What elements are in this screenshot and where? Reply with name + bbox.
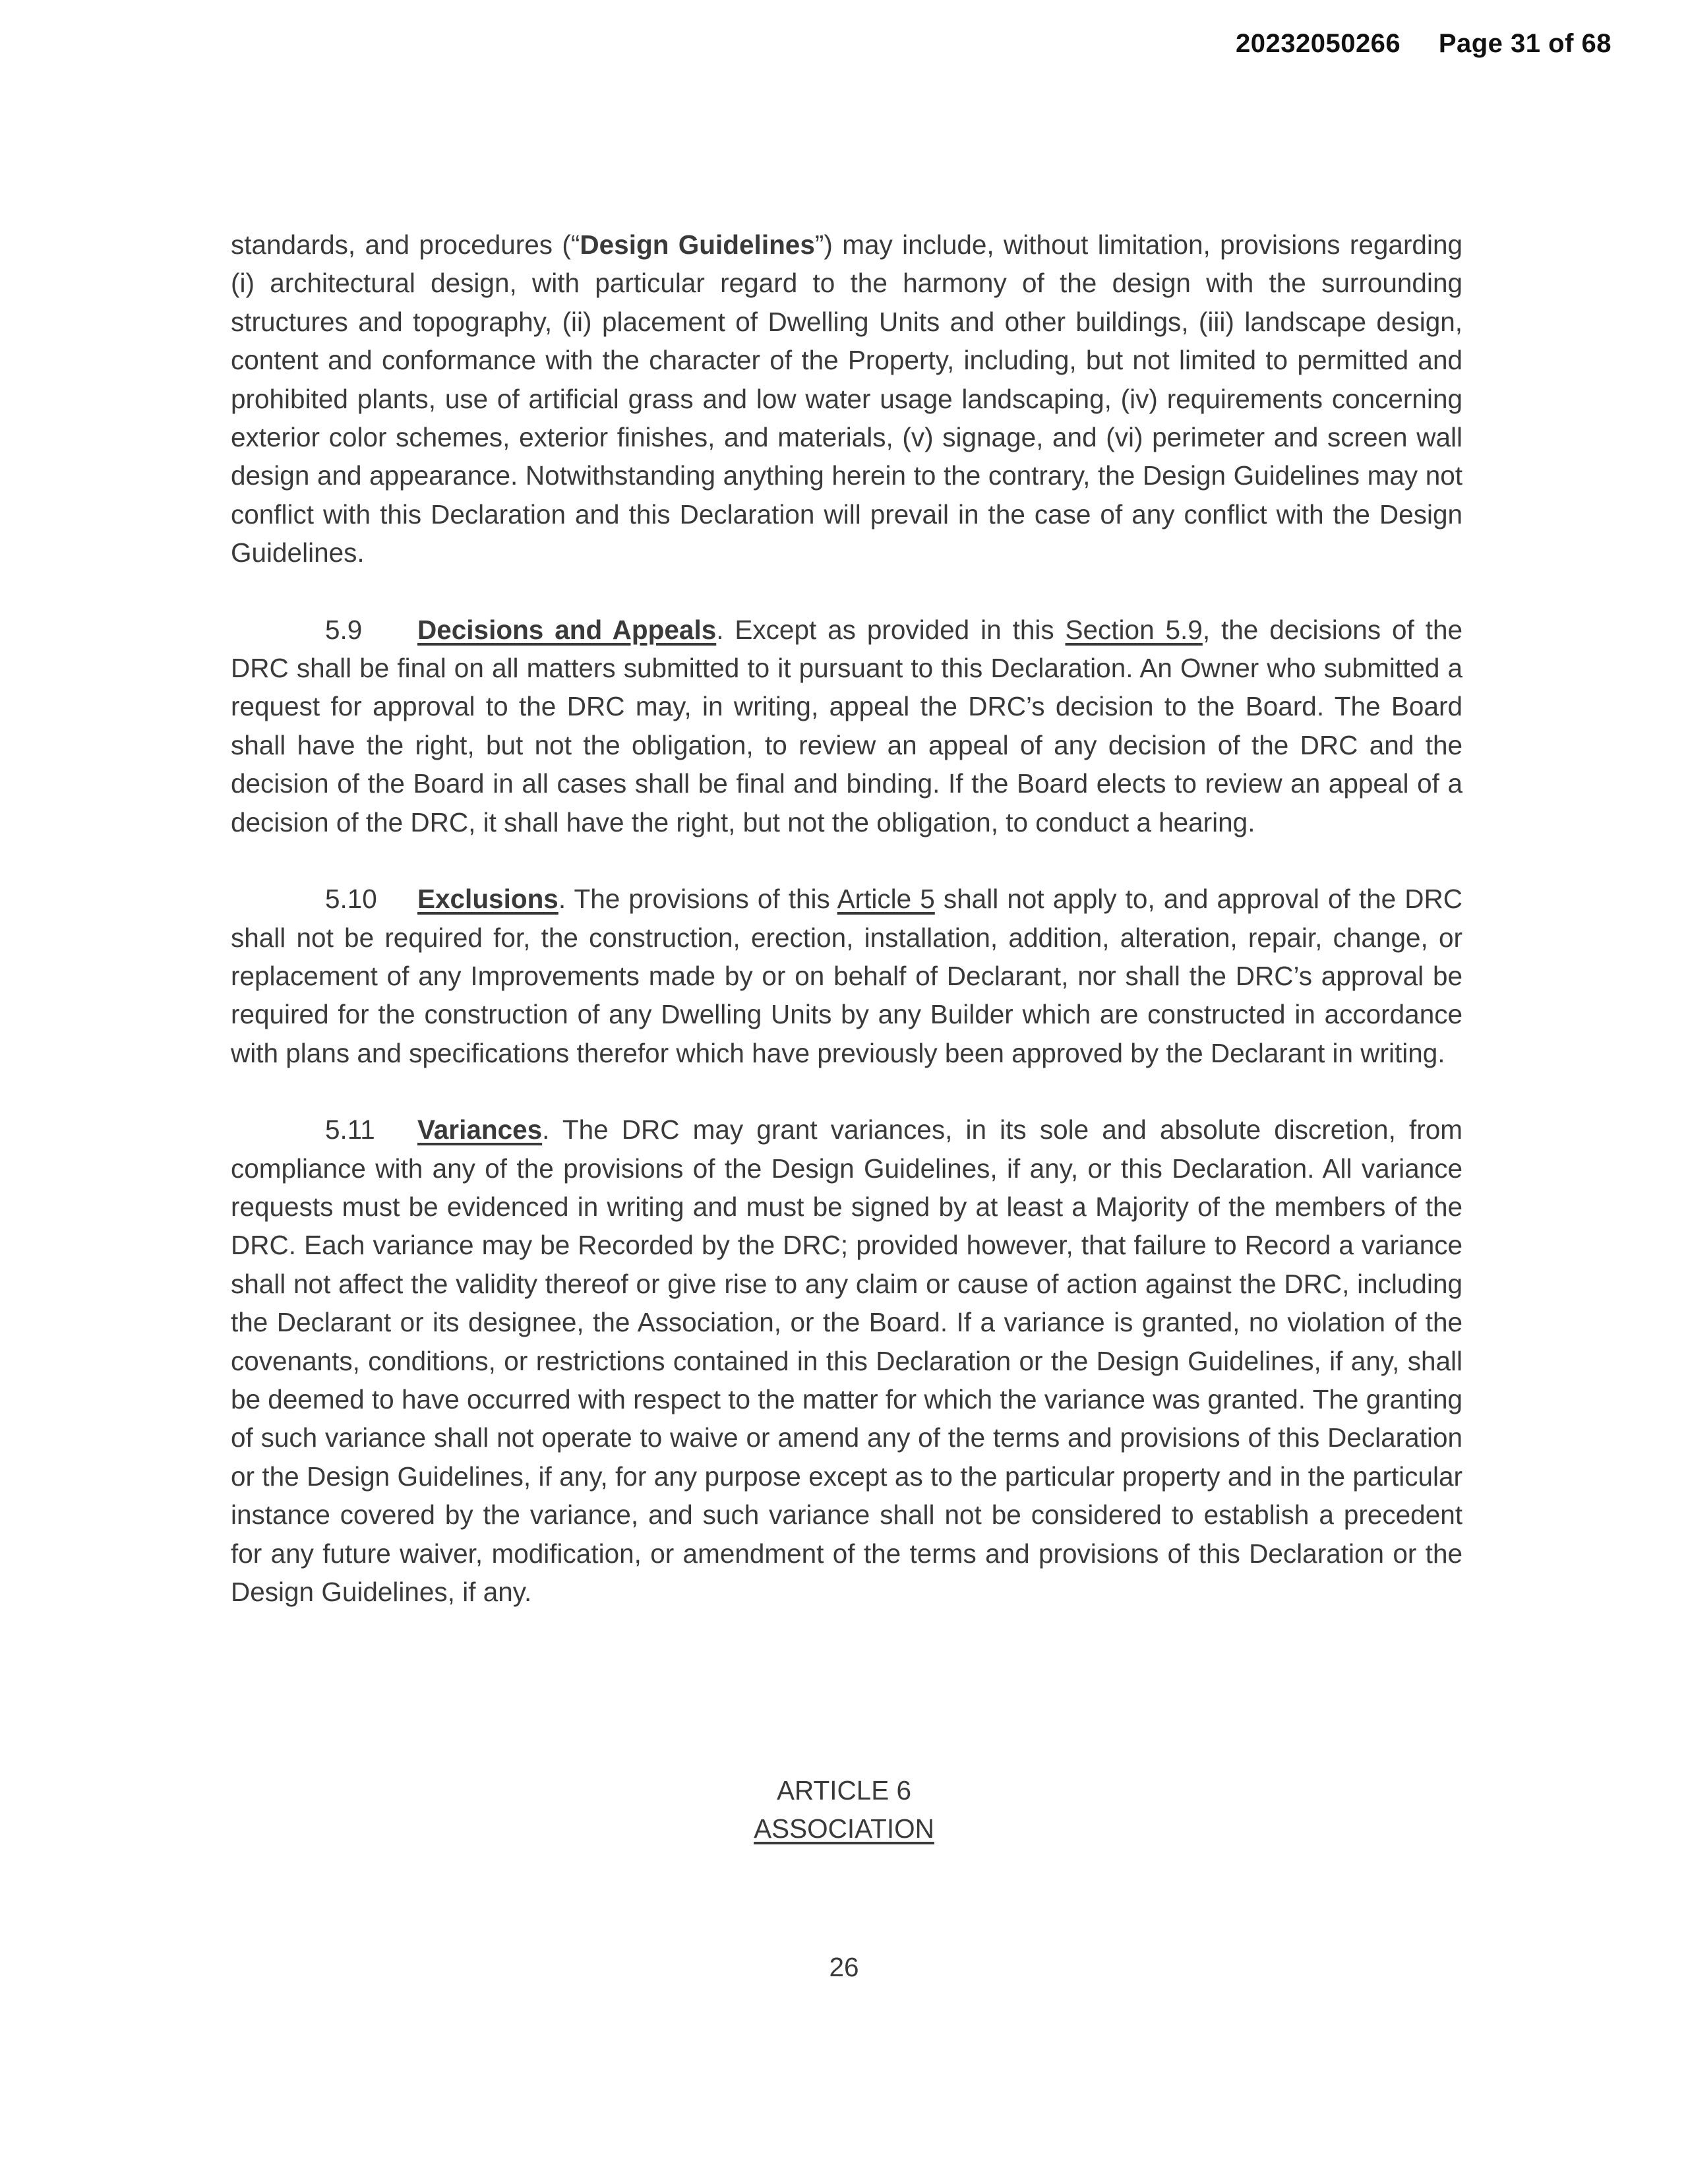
paragraph-text: standards, and procedures (“ — [231, 229, 580, 260]
article-label: ARTICLE 6 — [776, 1775, 912, 1805]
document-body — [231, 226, 1462, 1611]
defined-term: Design Guidelines — [580, 229, 815, 260]
section-text: . Except as provided in this — [716, 614, 1066, 645]
section-5-11 — [231, 1110, 1462, 1611]
section-5-10 — [231, 880, 1462, 1072]
section-text: . The DRC may grant variances, in its sole and absolute discretion, from compliance with any of the provisions of the Design Guidelines, if any, or this Declaration. All variance requests must be evidenced in writing and must be signed by at least a Majority of the members of the DRC. Each variance may be Recorded by the DRC; provided however, that failure to Record a variance shall not affect the validity thereof or give rise to any claim or cause of action against the DRC, including the Declarant or its designee, the Association, or the Board. If a variance is granted, no violation of the covenants, conditions, or restrictions contained in this Declaration or the Design Guidelines, if any, shall be deemed to have occurred with respect to the matter for which the variance was granted. The granting of such variance shall not operate to waive or amend any of the terms and provisions of this Declaration or the Design Guidelines, if any, for any purpose except as to the particular property and in the particular instance covered by the variance, and such variance shall not be considered to establish a precedent for any future waiver, modification, or amendment of the terms and provisions of this Declaration or the Design Guidelines, if any. — [231, 1114, 1462, 1607]
continuation-paragraph — [231, 226, 1462, 572]
section-text: . The provisions of this — [558, 884, 837, 915]
section-number: 5.11 — [325, 1114, 375, 1145]
section-number: 5.10 — [325, 884, 377, 915]
section-5-9 — [231, 611, 1462, 841]
article-heading — [0, 1771, 1688, 1848]
section-reference: Section 5.9 — [1065, 614, 1203, 645]
document-number: 20232050266 — [1235, 29, 1401, 58]
section-heading: Variances — [417, 1114, 543, 1145]
section-text: , the decisions of the DRC shall be final on all matters submitted to it pursuant to this Declaration. An Owner who submitted a request for approval to the DRC may, in writing, appeal the DRC’s decision to the Board. The Board shall have the right, but not the obligation, to review an appeal of any decision of the DRC and the decision of the Board in all cases shall be final and binding. If the Board elects to review an appeal of a decision of the DRC, it shall have the right, but not the obligation, to conduct a hearing. — [231, 614, 1462, 837]
page-header — [1236, 29, 1612, 59]
paragraph-text: ”) may include, without limitation, provisions regarding (i) architectural design, with particular regard to the harmony of the design with the surrounding structures and topography, (ii) placement of Dwelling Units and other buildings, (iii) landscape design, content and conformance with the character of the Property, including, but not limited to permitted and prohibited plants, use of artificial grass and low water usage landscaping, (iv) requirements concerning exterior color schemes, exterior finishes, and materials, (v) signage, and (vi) perimeter and screen wall design and appearance. Notwithstanding anything herein to the contrary, the Design Guidelines may not conflict with this Declaration and this Declaration will prevail in the case of any conflict with the Design Guidelines. — [231, 229, 1462, 568]
section-heading: Decisions and Appeals — [417, 614, 717, 645]
section-number: 5.9 — [325, 614, 363, 645]
section-text: shall not apply to, and approval of the DRC shall not be required for, the construction, erection, installation, addition, alteration, repair, change, or replacement of any Improvements made by or on behalf of Declarant, nor shall the DRC’s approval be required for the construction of any Dwelling Units by any Builder which are constructed in accordance with plans and specifications therefor which have previously been approved by the Declarant in writing. — [231, 884, 1463, 1068]
article-title: ASSOCIATION — [754, 1813, 934, 1844]
section-reference: Article 5 — [837, 884, 935, 915]
page-number: 26 — [829, 1952, 859, 1982]
section-heading: Exclusions — [417, 884, 558, 915]
page-count-label: Page 31 of 68 — [1438, 29, 1612, 58]
